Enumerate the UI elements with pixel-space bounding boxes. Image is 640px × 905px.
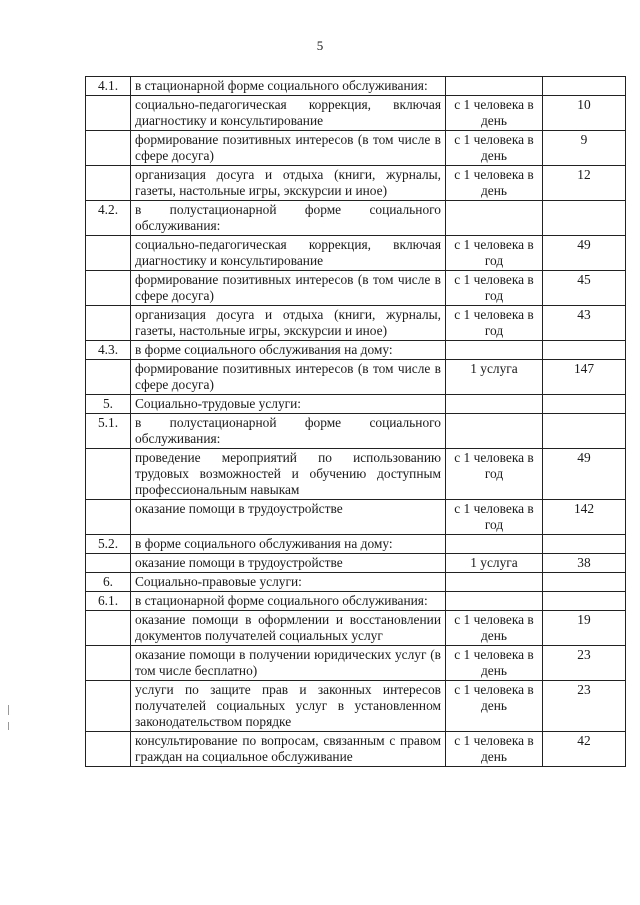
- row-description: оказание помощи в трудоустройстве: [131, 500, 446, 535]
- row-value: [543, 535, 626, 554]
- row-description: организация досуга и отдыха (книги, журналы, газеты, настольные игры, экскурсии и иное): [131, 166, 446, 201]
- row-unit: с 1 человека в год: [446, 271, 543, 306]
- row-description: в форме социального обслуживания на дому:: [131, 535, 446, 554]
- table-row: [86, 236, 626, 271]
- row-unit: с 1 человека в день: [446, 732, 543, 767]
- row-description: в стационарной форме социального обслуживания:: [131, 592, 446, 611]
- page-number: 5: [316, 38, 324, 53]
- row-number: [86, 681, 131, 732]
- row-unit: с 1 человека в день: [446, 681, 543, 732]
- table-row: [86, 681, 626, 732]
- row-number: 6.: [86, 573, 131, 592]
- row-number: 4.1.: [86, 77, 131, 96]
- row-number: 5.: [86, 395, 131, 414]
- row-value: [543, 573, 626, 592]
- row-unit: с 1 человека в день: [446, 646, 543, 681]
- row-description: формирование позитивных интересов (в том числе в сфере досуга): [131, 131, 446, 166]
- row-value: [543, 395, 626, 414]
- table-row: [86, 201, 626, 236]
- row-number: 5.1.: [86, 414, 131, 449]
- table-row: [86, 341, 626, 360]
- row-description: услуги по защите прав и законных интересов получателей социальных услуг в установленном законодательством порядке: [131, 681, 446, 732]
- margin-mark: [8, 705, 9, 715]
- row-number: [86, 554, 131, 573]
- row-value: 49: [543, 449, 626, 500]
- row-unit: 1 услуга: [446, 360, 543, 395]
- row-value: 49: [543, 236, 626, 271]
- table-row: [86, 271, 626, 306]
- row-value: [543, 341, 626, 360]
- row-value: 142: [543, 500, 626, 535]
- row-value: 10: [543, 96, 626, 131]
- row-number: [86, 500, 131, 535]
- row-description: консультирование по вопросам, связанным с правом граждан на социальное обслуживание: [131, 732, 446, 767]
- row-number: 5.2.: [86, 535, 131, 554]
- row-description: в стационарной форме социального обслуживания:: [131, 77, 446, 96]
- row-description: оказание помощи в получении юридических услуг (в том числе бесплатно): [131, 646, 446, 681]
- table-row: [86, 535, 626, 554]
- row-unit: [446, 77, 543, 96]
- row-value: 147: [543, 360, 626, 395]
- row-value: 19: [543, 611, 626, 646]
- row-description: социально-педагогическая коррекция, включая диагностику и консультирование: [131, 236, 446, 271]
- table-row: [86, 360, 626, 395]
- row-description: в форме социального обслуживания на дому:: [131, 341, 446, 360]
- row-unit: с 1 человека в год: [446, 236, 543, 271]
- table-row: [86, 166, 626, 201]
- row-number: [86, 131, 131, 166]
- row-description: формирование позитивных интересов (в том числе в сфере досуга): [131, 360, 446, 395]
- row-number: [86, 96, 131, 131]
- row-value: 45: [543, 271, 626, 306]
- row-description: проведение мероприятий по использованию трудовых возможностей и обучению доступным профессиональным навыкам: [131, 449, 446, 500]
- row-unit: с 1 человека в день: [446, 166, 543, 201]
- margin-mark: [8, 722, 9, 730]
- row-number: [86, 732, 131, 767]
- table-row: [86, 449, 626, 500]
- row-unit: [446, 395, 543, 414]
- row-description: Социально-трудовые услуги:: [131, 395, 446, 414]
- row-unit: с 1 человека в день: [446, 96, 543, 131]
- row-value: 23: [543, 681, 626, 732]
- row-number: [86, 306, 131, 341]
- row-description: социально-педагогическая коррекция, включая диагностику и консультирование: [131, 96, 446, 131]
- table-row: [86, 732, 626, 767]
- services-table: [85, 76, 626, 767]
- row-number: 4.3.: [86, 341, 131, 360]
- row-description: оказание помощи в трудоустройстве: [131, 554, 446, 573]
- row-number: [86, 236, 131, 271]
- table-row: [86, 611, 626, 646]
- table-row: [86, 131, 626, 166]
- row-description: в полустационарной форме социального обслуживания:: [131, 201, 446, 236]
- row-number: [86, 611, 131, 646]
- row-description: оказание помощи в оформлении и восстановлении документов получателей социальных услуг: [131, 611, 446, 646]
- row-number: [86, 360, 131, 395]
- table-row: [86, 96, 626, 131]
- row-value: [543, 414, 626, 449]
- table-row: [86, 500, 626, 535]
- row-value: 42: [543, 732, 626, 767]
- table-row: [86, 77, 626, 96]
- table-row: [86, 414, 626, 449]
- table-row: [86, 646, 626, 681]
- row-unit: [446, 201, 543, 236]
- row-unit: с 1 человека в год: [446, 500, 543, 535]
- row-unit: [446, 592, 543, 611]
- row-value: 43: [543, 306, 626, 341]
- row-value: 38: [543, 554, 626, 573]
- row-unit: [446, 414, 543, 449]
- table-row: [86, 554, 626, 573]
- row-description: в полустационарной форме социального обслуживания:: [131, 414, 446, 449]
- table-row: [86, 573, 626, 592]
- table-row: [86, 592, 626, 611]
- row-unit: 1 услуга: [446, 554, 543, 573]
- row-number: [86, 271, 131, 306]
- row-unit: с 1 человека в год: [446, 449, 543, 500]
- row-value: [543, 77, 626, 96]
- row-number: 4.2.: [86, 201, 131, 236]
- row-value: 23: [543, 646, 626, 681]
- row-number: [86, 646, 131, 681]
- row-value: [543, 592, 626, 611]
- row-number: [86, 449, 131, 500]
- table-row: [86, 395, 626, 414]
- row-description: организация досуга и отдыха (книги, журналы, газеты, настольные игры, экскурсии и иное): [131, 306, 446, 341]
- row-unit: [446, 573, 543, 592]
- row-value: [543, 201, 626, 236]
- row-number: [86, 166, 131, 201]
- table-row: [86, 306, 626, 341]
- row-description: Социально-правовые услуги:: [131, 573, 446, 592]
- row-unit: с 1 человека в день: [446, 611, 543, 646]
- row-unit: [446, 341, 543, 360]
- row-unit: с 1 человека в день: [446, 131, 543, 166]
- row-number: 6.1.: [86, 592, 131, 611]
- row-value: 12: [543, 166, 626, 201]
- row-description: формирование позитивных интересов (в том числе в сфере досуга): [131, 271, 446, 306]
- row-unit: с 1 человека в год: [446, 306, 543, 341]
- row-unit: [446, 535, 543, 554]
- row-value: 9: [543, 131, 626, 166]
